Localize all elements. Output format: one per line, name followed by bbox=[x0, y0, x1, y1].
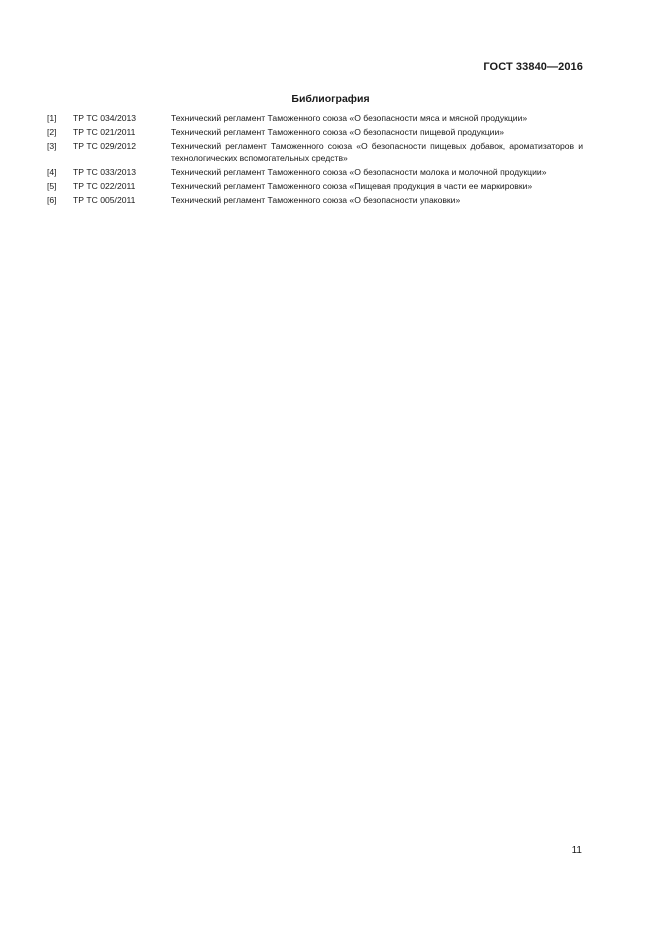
bibliography-entry bbox=[47, 195, 583, 207]
entry-code: ТР ТС 022/2011 bbox=[73, 180, 136, 191]
entry-number: [4] bbox=[47, 166, 57, 177]
entry-number: [6] bbox=[47, 194, 57, 205]
entry-number: [3] bbox=[47, 141, 57, 152]
entry-title: Технический регламент Таможенного союза «О безопасности мяса и мясной продукции» bbox=[171, 113, 528, 123]
bibliography-list bbox=[47, 113, 583, 209]
entry-code: ТР ТС 034/2013 bbox=[73, 113, 137, 123]
entry-title: Технический регламент Таможенного союза «О безопасности молока и молочной продукции» bbox=[171, 166, 547, 177]
bibliography-entry bbox=[47, 167, 583, 179]
bibliography-entry bbox=[47, 141, 583, 164]
entry-code: ТР ТС 029/2012 bbox=[73, 141, 137, 152]
bibliography-title: Библиография bbox=[291, 93, 370, 105]
entry-number: [1] bbox=[47, 113, 57, 123]
entry-code: ТР ТС 005/2011 bbox=[73, 194, 136, 205]
entry-code: ТР ТС 033/2013 bbox=[73, 166, 137, 177]
bibliography-entry bbox=[47, 127, 583, 139]
entry-title: Технический регламент Таможенного союза «О безопасности упаковки» bbox=[171, 194, 461, 205]
bibliography-entry bbox=[47, 113, 583, 125]
document-standard-id: ГОСТ 33840—2016 bbox=[483, 61, 583, 73]
entry-number: [5] bbox=[47, 180, 57, 191]
entry-title: Технический регламент Таможенного союза «Пищевая продукция в части ее маркировки» bbox=[171, 180, 533, 191]
entry-code: ТР ТС 021/2011 bbox=[73, 127, 136, 138]
bibliography-entry bbox=[47, 181, 583, 193]
page-number: 11 bbox=[571, 845, 582, 856]
entry-number: [2] bbox=[47, 127, 57, 138]
entry-title: Технический регламент Таможенного союза «О безопасности пищевых добавок, ароматизаторов и технологических вспомогательных средств» bbox=[171, 141, 583, 163]
entry-title: Технический регламент Таможенного союза «О безопасности пищевой продукции» bbox=[171, 127, 505, 138]
